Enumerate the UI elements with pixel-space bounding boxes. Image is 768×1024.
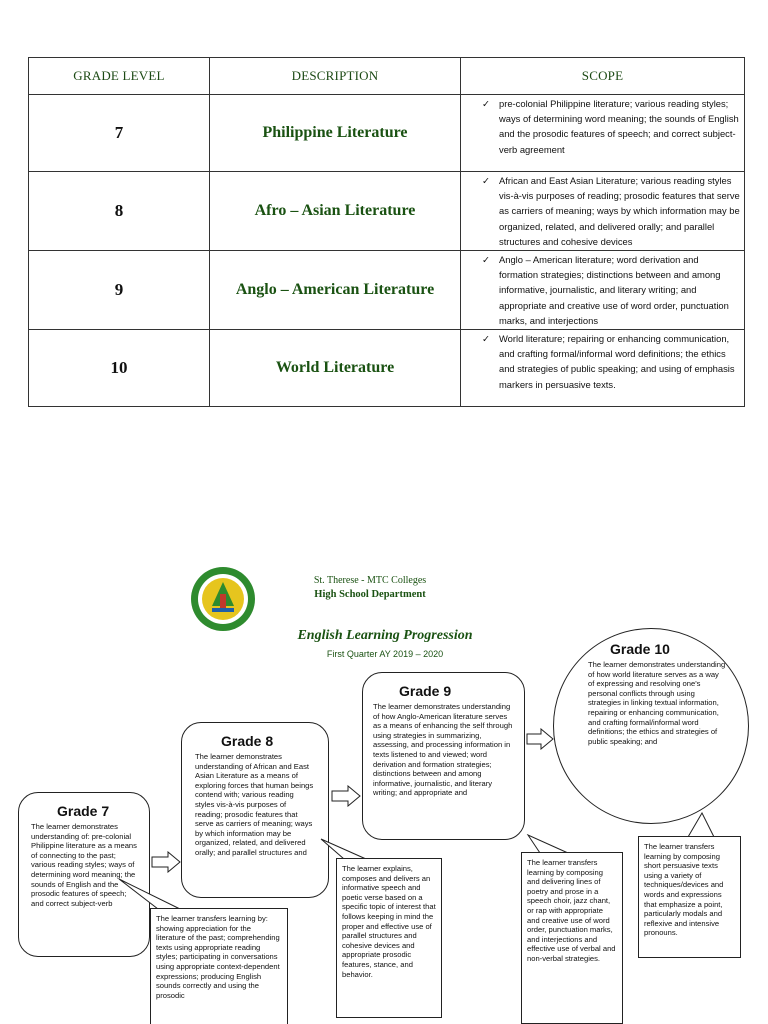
- check-icon: ✓: [482, 254, 490, 266]
- grade-10-callout: [638, 836, 741, 958]
- grade-9-title: Grade 9: [399, 683, 452, 699]
- grade-10-title: Grade 10: [610, 641, 670, 657]
- grade-scope-table: [28, 57, 745, 407]
- check-icon: ✓: [482, 98, 490, 109]
- grade-9-callout-text: The learner transfers learning by composing and delivering lines of poetry and prose in a speech choir, jazz chant, or rap with appropriate and creative use of word order, punctuation marks, and interjections and effective use of verbal and non-verbal strategies.: [527, 858, 616, 963]
- description-cell: Afro – Asian Literature: [210, 172, 461, 251]
- quarter-label: First Quarter AY 2019 – 2020: [326, 649, 444, 659]
- table-header-row: [29, 58, 745, 95]
- scope-cell: [461, 251, 745, 330]
- grade-10-callout-text: The learner transfers learning by composing short persuasive texts using a variety of techniques/devices and words and expressions that emphasize a point, particularly modals and reflexive and intensive pronouns.: [644, 842, 724, 938]
- table-row: [29, 172, 745, 251]
- table-row: [29, 330, 745, 407]
- scope-text: pre-colonial Philippine literature; various reading styles; ways of determining word meaning; the sounds of English and the prosodic features of speech; and correct subject-verb agreement: [499, 98, 739, 155]
- grade-7-box: [18, 792, 150, 957]
- grade-9-callout: [521, 852, 623, 1024]
- grade-cell: 9: [29, 251, 210, 330]
- check-icon: ✓: [482, 175, 490, 186]
- grade-7-callout-text: The learner transfers learning by: showing appreciation for the literature of the past; comprehending texts using appropriate reading styles; participating in conversations using appropriate context-dependent expressions; producing English sounds correctly and using the prosodic: [156, 914, 280, 1000]
- department-name: High School Department: [314, 589, 426, 600]
- arrow-right-icon: [331, 785, 361, 807]
- scope-cell: [461, 330, 745, 407]
- grade-8-box: [181, 722, 329, 898]
- callout-pointer: [520, 834, 580, 854]
- header-description: DESCRIPTION: [210, 58, 461, 95]
- scope-text: World literature; repairing or enhancing communication, and crafting formal/informal word definitions; the ethics and strategies of public speaking; and using of emphasis markers in persuasive texts.: [499, 333, 735, 390]
- table-row: [29, 95, 745, 172]
- description-cell: Philippine Literature: [210, 95, 461, 172]
- grade-cell: 7: [29, 95, 210, 172]
- grade-7-title: Grade 7: [57, 803, 110, 819]
- progression-title: English Learning Progression: [297, 628, 473, 643]
- grade-cell: 10: [29, 330, 210, 407]
- description-cell: Anglo – American Literature: [210, 251, 461, 330]
- grade-9-text: The learner demonstrates understanding of how Anglo-American literature serves as a means of enhancing the self through using strategies in summarizing, assessing, and processing information in texts listened to and viewed; word derivation and formation strategies; distinctions between and among informative, journalistic, and literary writing; and appropriate and: [373, 702, 513, 798]
- callout-pointer: [320, 838, 380, 860]
- header-grade-level: GRADE LEVEL: [29, 58, 210, 95]
- callout-pointer: [680, 812, 730, 838]
- check-icon: ✓: [482, 333, 490, 345]
- grade-10-circle: [553, 628, 749, 824]
- school-seal-icon: [190, 566, 256, 632]
- scope-text: Anglo – American literature; word derivation and formation strategies; distinctions between and among informative, journalistic, and literary writing; and appropriate and creative use of word order, punctuation marks, and interjections: [499, 254, 729, 326]
- grade-7-callout: [150, 908, 288, 1024]
- grade-cell: 8: [29, 172, 210, 251]
- arrow-right-icon: [526, 728, 554, 750]
- grade-8-callout-text: The learner explains, composes and delivers an informative speech and poetic verse based on a specific topic of interest that follows keeping in mind the proper and effective use of parallel structures and cohesive devices and appropriate prosodic features, stance, and behavior.: [342, 864, 436, 979]
- scope-cell: [461, 172, 745, 251]
- grade-8-title: Grade 8: [221, 733, 274, 749]
- grade-7-text: The learner demonstrates understanding of: pre-colonial Philippine literature as a means of connecting to the past; various reading styles; ways of determining word meaning; the sounds of English and the prosodic features of speech; and correct subject-verb: [31, 822, 137, 908]
- header-scope: SCOPE: [461, 58, 745, 95]
- grade-9-box: [362, 672, 525, 840]
- grade-10-text: The learner demonstrates understanding of how world literature serves as a way of expressing and resolving one's personal conflicts through using strategies in linking textual information, repairing or enhancing communication, and crafting formal/informal word definitions; the ethics and strategies of public speaking; and: [588, 660, 726, 746]
- scope-text: African and East Asian Literature; various reading styles vis-à-vis purposes of reading; prosodic features that serve as carriers of meaning; ways by which information may be organized, related, and delivered orally; and parallel structures and cohesive devices: [499, 175, 740, 247]
- school-name: St. Therese - MTC Colleges: [313, 575, 427, 586]
- callout-pointer: [118, 878, 188, 910]
- grade-8-callout: [336, 858, 442, 1018]
- scope-cell: [461, 95, 745, 172]
- description-cell: World Literature: [210, 330, 461, 407]
- table-row: [29, 251, 745, 330]
- arrow-right-icon: [151, 851, 181, 873]
- grade-8-text: The learner demonstrates understanding of African and East Asian Literature as a means of exploring forces that human beings contend with; various reading styles vis-à-vis purposes of reading; prosodic features that serve as carriers of meaning; ways by which information may be organized, related, and delivered orally; and parallel structures and: [195, 752, 314, 857]
